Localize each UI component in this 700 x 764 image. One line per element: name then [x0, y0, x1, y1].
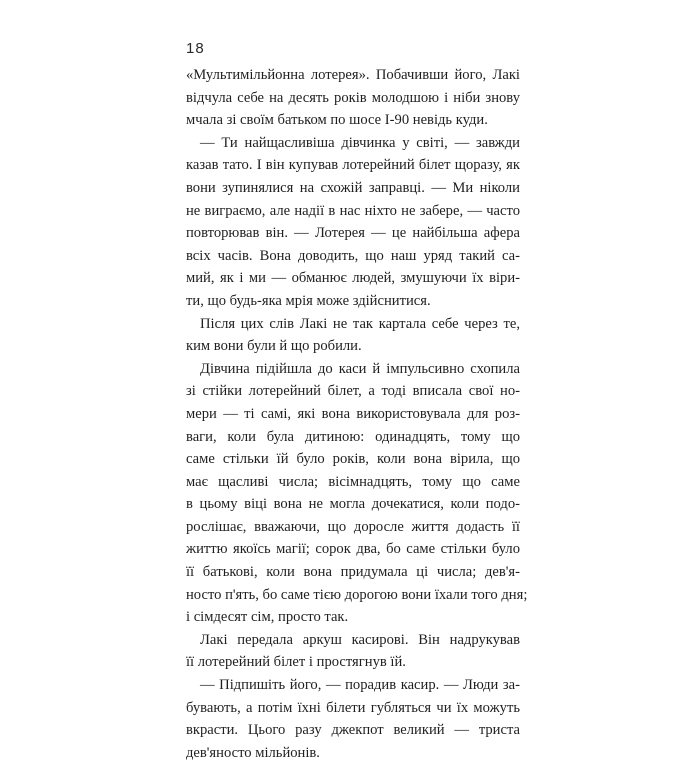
text-line: — Ти найщасливіша дівчинка у світі, — завжди — [200, 134, 520, 151]
text-line: має щасливі числа; вісімнадцять, тому що саме — [186, 473, 520, 490]
paragraph — [186, 313, 520, 358]
text-line: всіх часів. Вона доводить, що наш уряд такий са- — [186, 247, 520, 264]
text-line: ваги, коли була дитиною: одинадцять, тому що — [186, 428, 520, 445]
text-line: рослішає, вважаючи, що доросле життя додасть її — [186, 518, 520, 535]
text-line: Після цих слів Лакі не так картала себе через те, — [200, 315, 520, 332]
paragraph — [186, 358, 528, 629]
paragraph — [186, 64, 520, 132]
text-line: «Мультимільйонна лотерея». Побачивши його, Лакі — [186, 67, 520, 83]
text-line: вкрасти. Цього разу джекпот великий — триста — [186, 722, 520, 739]
text-line: повторював він. — Лотерея — це найбільша афера — [186, 225, 520, 242]
text-line: зі стійки лотерейний білет, а тоді вписала свої но- — [186, 383, 520, 400]
text-line: казав тато. І він купував лотерейний білет щоразу, як — [186, 157, 520, 174]
text-line: мчала зі своїм батьком по шосе I-90 невідь куди. — [186, 112, 488, 129]
text-line: життю якоїсь магії; сорок два, бо саме стільки було — [186, 541, 520, 558]
text-line: саме стільки їй було років, коли вона вірила, що — [186, 451, 520, 468]
text-line: — Підпишіть його, — порадив касир. — Люди за- — [200, 677, 520, 694]
paragraph — [186, 132, 520, 313]
page-number: 18 — [186, 40, 205, 57]
text-line: мери — ті самі, які вона використовувала для роз- — [186, 405, 520, 422]
text-line: і сімдесят сім, просто так. — [186, 609, 349, 626]
body-text — [186, 64, 528, 764]
paragraph — [186, 629, 520, 674]
text-line: відчула себе на десять років молодшою і ніби знову — [186, 89, 520, 106]
text-line: Лакі передала аркуш касирові. Він надрукував — [200, 631, 520, 648]
text-line: ти, що будь-яка мрія може здійснитися. — [186, 292, 431, 309]
text-line: її лотерейний білет і простягнув їй. — [186, 654, 406, 671]
text-line: вони зупинялися на схожій заправці. — Ми ніколи — [186, 179, 520, 196]
text-line: ким вони були й що робили. — [186, 338, 362, 355]
paragraph — [186, 674, 520, 764]
text-line: в цьому віці вона не могла дочекатися, коли подо- — [186, 496, 520, 513]
text-line: мий, як і ми — обманює людей, змушуючи їх віри- — [186, 270, 520, 287]
text-line: не виграємо, але надії в нас ніхто не забере, — часто — [186, 202, 520, 219]
text-line: носто п'ять, бо саме тією дорогою вони їхали того дня; — [186, 586, 528, 603]
text-line: Дівчина підійшла до каси й імпульсивно схопила — [200, 360, 520, 377]
text-line: дев'яносто мільйонів. — [186, 744, 320, 761]
text-line: бувають, а потім їхні білети губляться чи їх можуть — [186, 699, 520, 716]
text-line: її батькові, коли вона придумала ці числа; дев'я- — [186, 564, 520, 581]
